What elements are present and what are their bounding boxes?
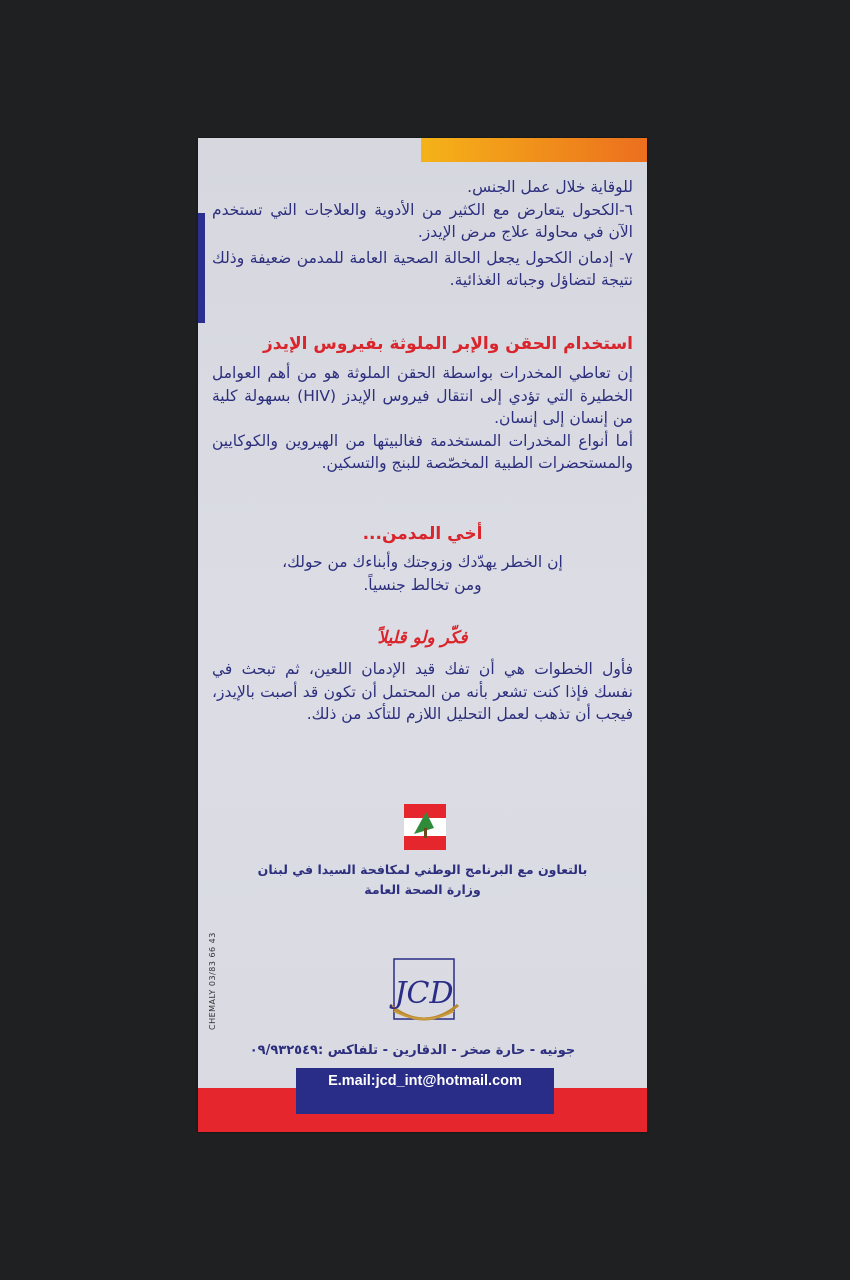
intro-block [212,176,633,292]
top-color-stripe [421,138,647,162]
section-paragraph-1: إن تعاطي المخدرات بواسطة الحقن الملوثة هو من أهم العوامل الخطيرة التي تؤدي إلى انتقال فيروس الإيدز (HIV) بسهولة كلية من إنسان إلى إنسان. [212,364,633,427]
partner-line-1: بالتعاون مع البرنامج الوطني لمكافحة السيدا في لبنان [257,862,588,877]
point-6: ٦-الكحول يتعارض مع الكثير من الأدوية والعلاجات التي تستخدم الآن في محاولة علاج مرض الإيدز. [212,200,633,241]
partner-credit [238,860,607,900]
section-paragraph-2: أما أنواع المخدرات المستخدمة فغالبيتها من الهيروين والكوكايين والمستحضرات الطبية المخصّصة للبنج والتسكين. [212,431,633,472]
addict-text [212,551,633,596]
brochure-panel [198,138,647,1132]
side-color-bar [198,213,205,323]
addict-line-1: إن الخطر يهدّدك وزوجتك وأبناءك من حولك، [282,553,563,571]
section-heading: استخدام الحقن والإبر الملوثة بفيروس الإيدز [263,334,633,354]
partner-line-2: وزارة الصحة العامة [364,882,481,897]
address-line: جونيه - حارة صخر - الدقارين - تلفاكس :٠٩/٩٣٢٥٤٩ [249,1043,576,1058]
email-box[interactable]: E.mail:jcd_int@hotmail.com [296,1068,554,1114]
think-heading: فكّر ولو قليلاً [377,628,468,648]
think-text: فأول الخطوات هي أن تفك قيد الإدمان اللعين، ثم تبحث في نفسك فإذا كنت تشعر بأنه من المحتمل أن تكون قد أصبت بالإيدز، فيجب أن تذهب لعمل التحليل اللازم للتأكد من ذلك. [212,660,633,723]
addict-line-2: ومن تخالط جنسياً. [363,575,482,594]
ministry-logo [404,804,446,850]
intro-line: للوقاية خلال عمل الجنس. [467,178,633,196]
logo-text: JCD [394,976,454,1011]
jcd-logo [384,953,464,1033]
point-7: ٧- إدمان الكحول يجعل الحالة الصحية العامة للمدمن ضعيفة وذلك نتيجة لتضاؤل وجباته الغذائية. [212,248,633,289]
printer-code: CHEMALY 03/83 66 43 [208,932,217,1030]
addict-heading: أخي المدمن... [362,524,483,544]
section-body [212,362,633,475]
